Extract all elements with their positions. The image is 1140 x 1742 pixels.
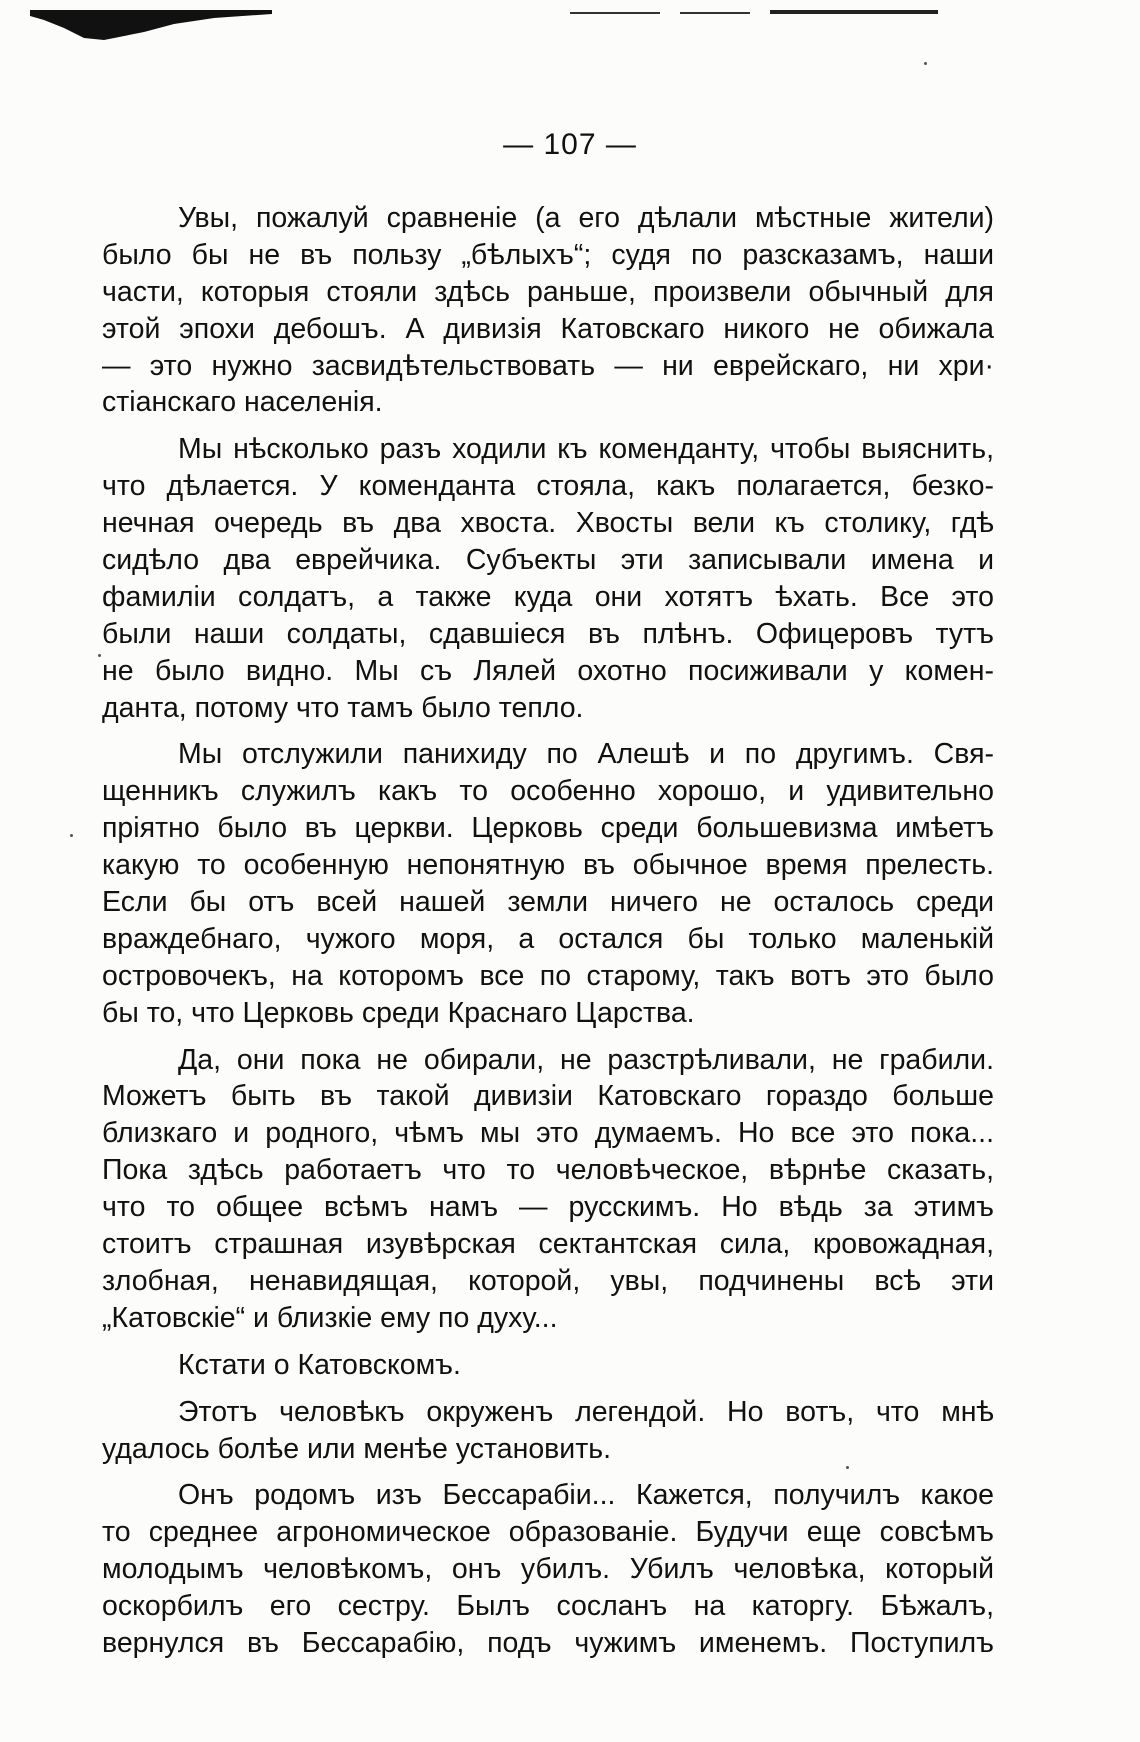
paragraph <box>102 736 994 1031</box>
paragraph <box>102 1477 994 1661</box>
text-line: щенникъ служилъ какъ то особенно хорошо, и удивительно <box>102 775 994 808</box>
text-line: Онъ родомъ изъ Бессарабіи... Кажется, получилъ какое <box>178 1479 994 1512</box>
text-line: Мы нѣсколько разъ ходили къ коменданту, чтобы выяснить, <box>178 433 994 466</box>
text-line: не было видно. Мы съ Лялей охотно посиживали у комен- <box>102 654 994 687</box>
text-line: враждебнаго, чужого моря, а остался бы только маленькій <box>102 922 994 955</box>
page-number: — 107 — <box>503 128 637 161</box>
paragraph <box>102 1042 994 1337</box>
text-line: Можетъ быть въ такой дивизіи Катовскаго гораздо больше <box>102 1080 994 1113</box>
text-line: были наши солдаты, сдавшіеся въ плѣнъ. Офицеровъ тутъ <box>102 617 994 650</box>
text-line: данта, потому что тамъ было тепло. <box>102 691 584 724</box>
text-line: удалось болѣе или менѣе установить. <box>102 1432 612 1465</box>
paragraph <box>102 1347 994 1384</box>
text-line: какую то особенную непонятную въ обычное время прелесть. <box>102 849 994 882</box>
text-line: Кстати о Катовскомъ. <box>178 1348 461 1381</box>
text-line: бы то, что Церковь среди Краснаго Царства. <box>102 996 695 1029</box>
text-line: — это нужно засвидѣтельствовать — ни еврейскаго, ни хри· <box>102 349 994 382</box>
scan-artifact-left <box>24 8 274 42</box>
text-line: „Катовскіе“ и близкіе ему по духу... <box>102 1301 558 1334</box>
text-line: пріятно было въ церкви. Церковь среди большевизма имѣетъ <box>102 812 994 845</box>
text-line: части, которыя стояли здѣсь раньше, произвели обычный для <box>102 275 994 308</box>
text-line: Пока здѣсь работаетъ что то человѣческое, вѣрнѣе сказать, <box>102 1154 994 1187</box>
paragraph-gap <box>102 421 994 431</box>
text-line: фамиліи солдатъ, а также куда они хотятъ ѣхать. Все это <box>102 580 994 613</box>
text-line: вернулся въ Бессарабію, подъ чужимъ именемъ. Поступилъ <box>102 1626 994 1659</box>
paragraph <box>102 200 994 421</box>
text-line: что дѣлается. У коменданта стояла, какъ полагается, безко- <box>102 470 994 503</box>
text-line: стоитъ страшная изувѣрская сектантская сила, кровожадная, <box>102 1228 994 1261</box>
paragraph-gap <box>102 1384 994 1394</box>
text-line: стіанскаго населенія. <box>102 386 383 419</box>
paragraph-gap <box>102 1032 994 1042</box>
scan-speck <box>98 654 101 657</box>
text-line: Если бы отъ всей нашей земли ничего не осталось среди <box>102 886 994 919</box>
text-line: Да, они пока не обирали, не разстрѣливали, не грабили. <box>178 1043 994 1076</box>
paragraph-gap <box>102 1337 994 1347</box>
scan-speck <box>924 62 927 65</box>
text-line: близкаго и родного, чѣмъ мы это думаемъ. Но все это пока... <box>102 1117 994 1150</box>
text-line: что то общее всѣмъ намъ — русскимъ. Но вѣдь за этимъ <box>102 1191 994 1224</box>
text-line: то среднее агрономическое образованіе. Будучи еще совсѣмъ <box>102 1516 994 1549</box>
scan-speck <box>70 834 73 837</box>
text-line: сидѣло два еврейчика. Субъекты эти записывали имена и <box>102 544 994 577</box>
text-line: было бы не въ пользу „бѣлыхъ“; судя по разсказамъ, наши <box>102 238 994 271</box>
text-line: Этотъ человѣкъ окруженъ легендой. Но вотъ, что мнѣ <box>178 1395 994 1428</box>
paragraph <box>102 431 994 726</box>
scan-speck <box>846 1466 849 1469</box>
text-line: молодымъ человѣкомъ, онъ убилъ. Убилъ человѣка, который <box>102 1553 994 1586</box>
text-line: этой эпохи дебошъ. А дивизія Катовскаго никого не обижала <box>102 312 994 345</box>
text-line: нечная очередь въ два хвоста. Хвосты вели къ столику, гдѣ <box>102 507 994 540</box>
text-line: оскорбилъ его сестру. Былъ сосланъ на каторгу. Бѣжалъ, <box>102 1590 994 1623</box>
scan-artifact-right <box>570 8 940 20</box>
paragraph <box>102 1394 994 1468</box>
paragraph-gap <box>102 726 994 736</box>
text-line: Увы, пожалуй сравненіе (а его дѣлали мѣстные жители) <box>178 202 994 234</box>
paragraph-gap <box>102 1467 994 1477</box>
text-line: злобная, ненавидящая, которой, увы, подчинены всѣ эти <box>102 1264 994 1297</box>
text-line: Мы отслужили панихиду по Алешѣ и по другимъ. Свя- <box>178 738 994 771</box>
body-text <box>102 200 994 1662</box>
text-line: островочекъ, на которомъ все по старому, такъ вотъ это было <box>102 959 994 992</box>
